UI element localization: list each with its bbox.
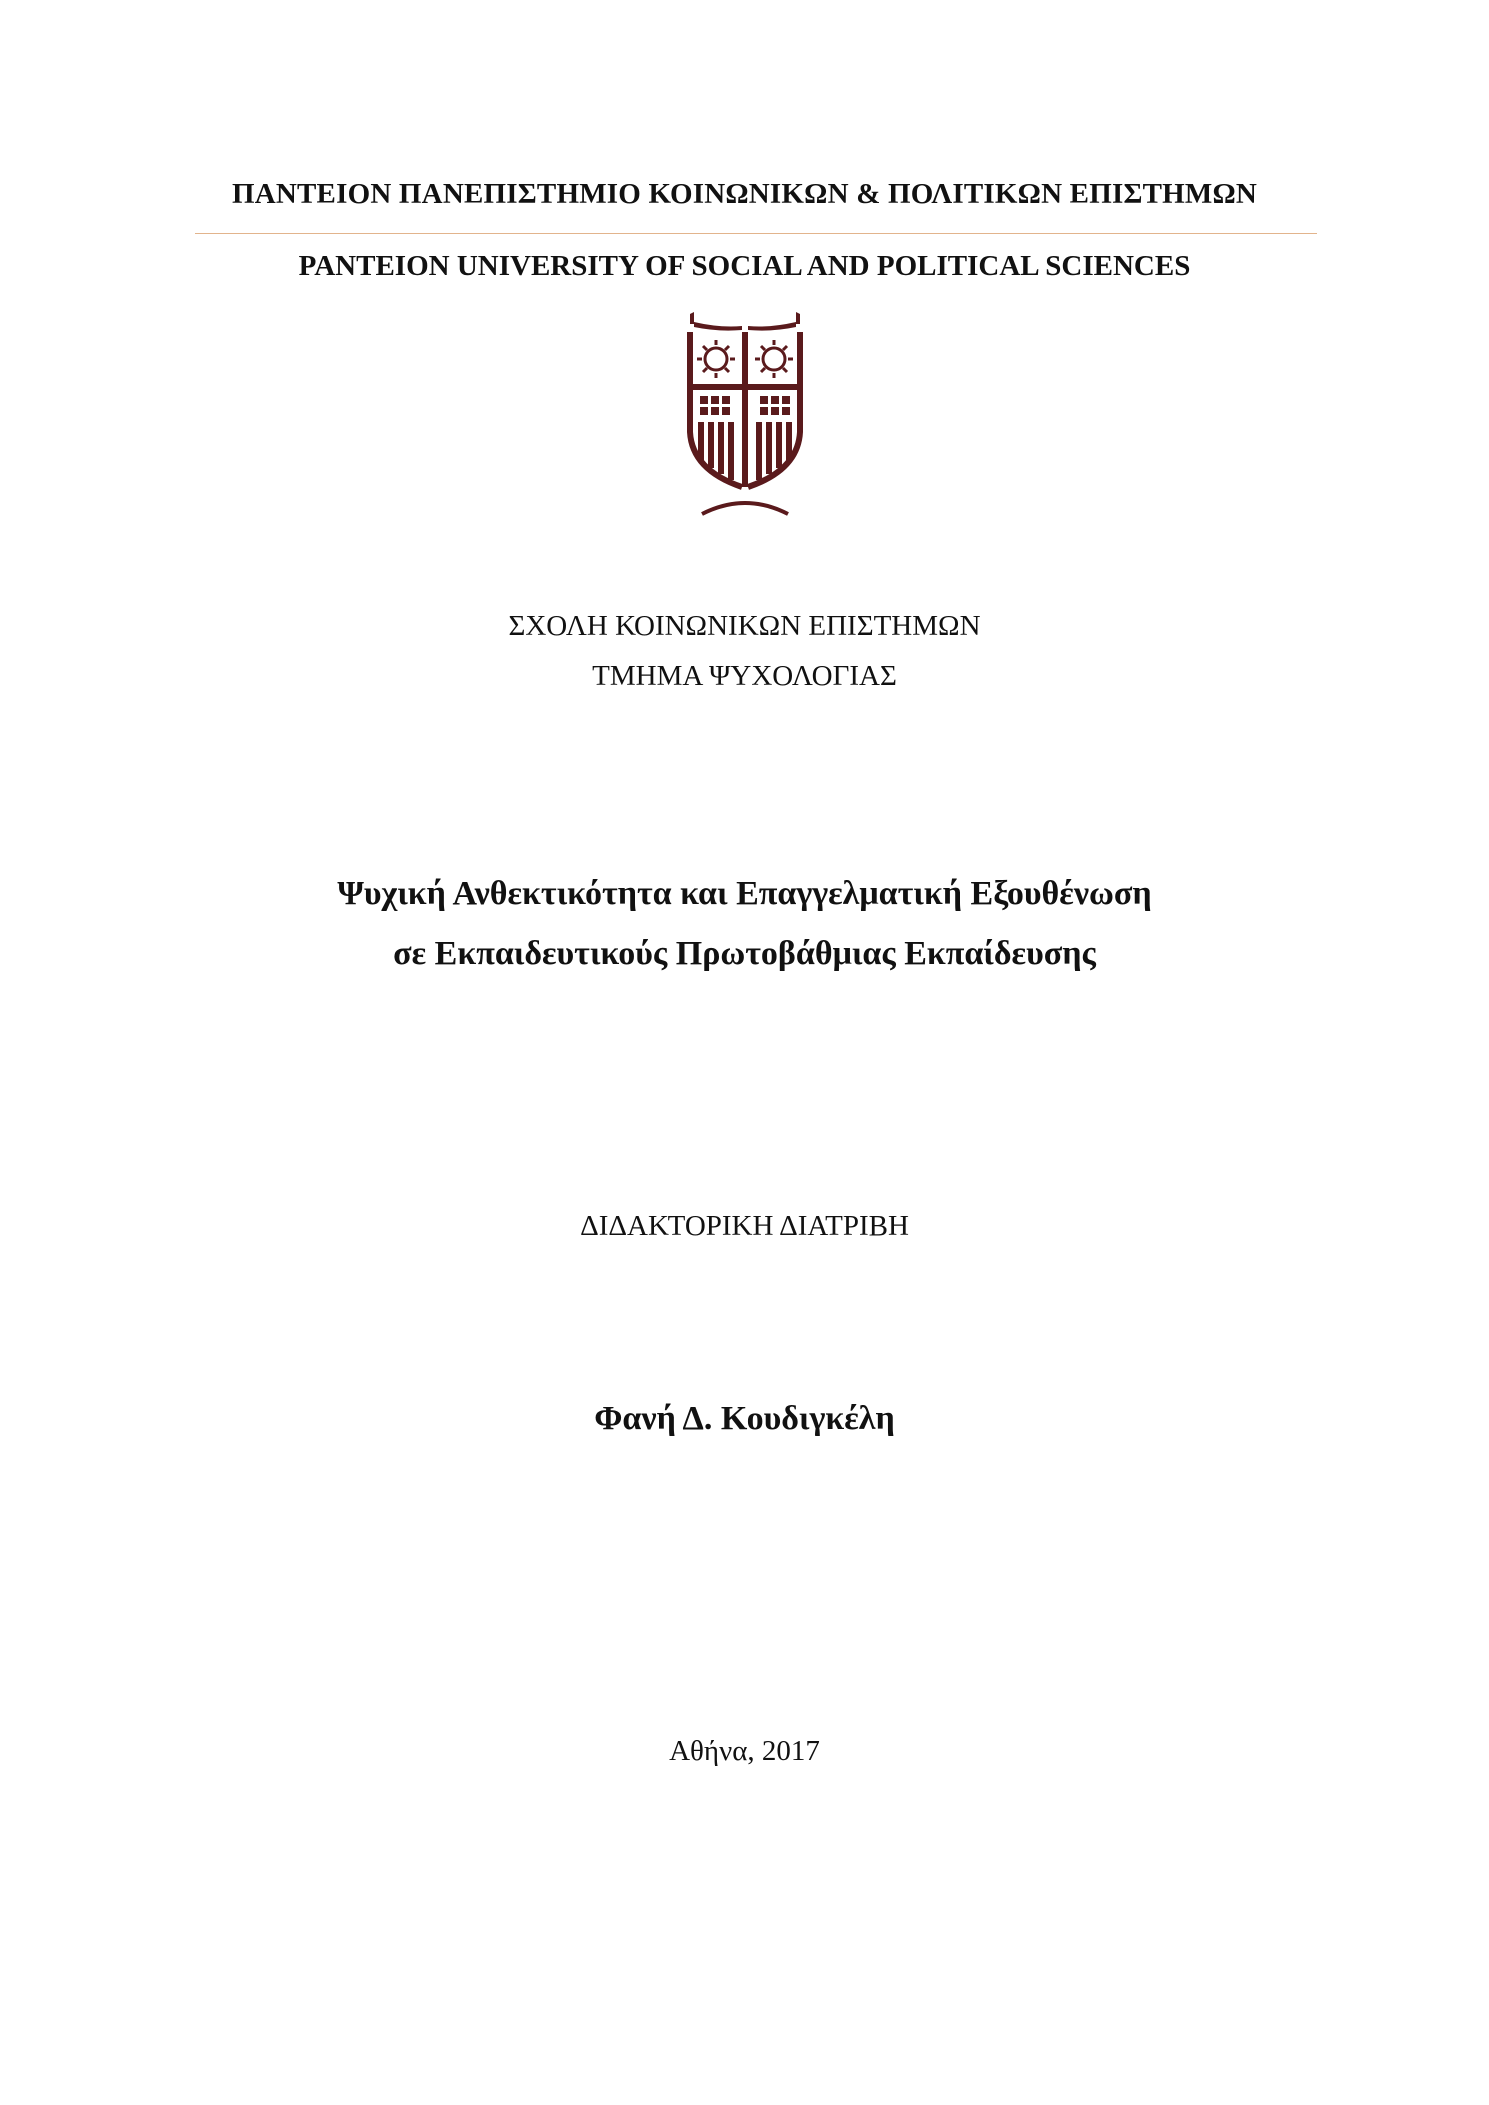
author-name: Φανή Δ. Κουδιγκέλη — [594, 1400, 895, 1437]
thesis-title-line-2: σε Εκπαιδευτικούς Πρωτοβάθμιας Εκπαίδευσης — [393, 935, 1096, 972]
school-name: ΣΧΟΛΗ ΚΟΙΝΩΝΙΚΩΝ ΕΠΙΣΤΗΜΩΝ — [508, 610, 981, 642]
document-type: ΔΙΔΑΚΤΟΡΙΚΗ ΔΙΑΤΡΙΒΗ — [580, 1210, 909, 1242]
place-and-date: Αθήνα, 2017 — [669, 1735, 820, 1767]
thesis-title-line-1: Ψυχική Ανθεκτικότητα και Επαγγελματική Εξουθένωση — [337, 875, 1152, 912]
university-name-greek: ΠΑΝΤΕΙΟΝ ΠΑΝΕΠΙΣΤΗΜΙΟ ΚΟΙΝΩΝΙΚΩΝ & ΠΟΛΙΤΙΚΩΝ ΕΠΙΣΤΗΜΩΝ — [231, 178, 1258, 210]
header-divider — [195, 233, 1317, 234]
university-name-english: PANTEION UNIVERSITY OF SOCIAL AND POLITICAL SCIENCES — [298, 250, 1191, 282]
university-crest-icon — [680, 312, 810, 517]
department-name: ΤΜΗΜΑ ΨΥΧΟΛΟΓΙΑΣ — [592, 660, 897, 692]
